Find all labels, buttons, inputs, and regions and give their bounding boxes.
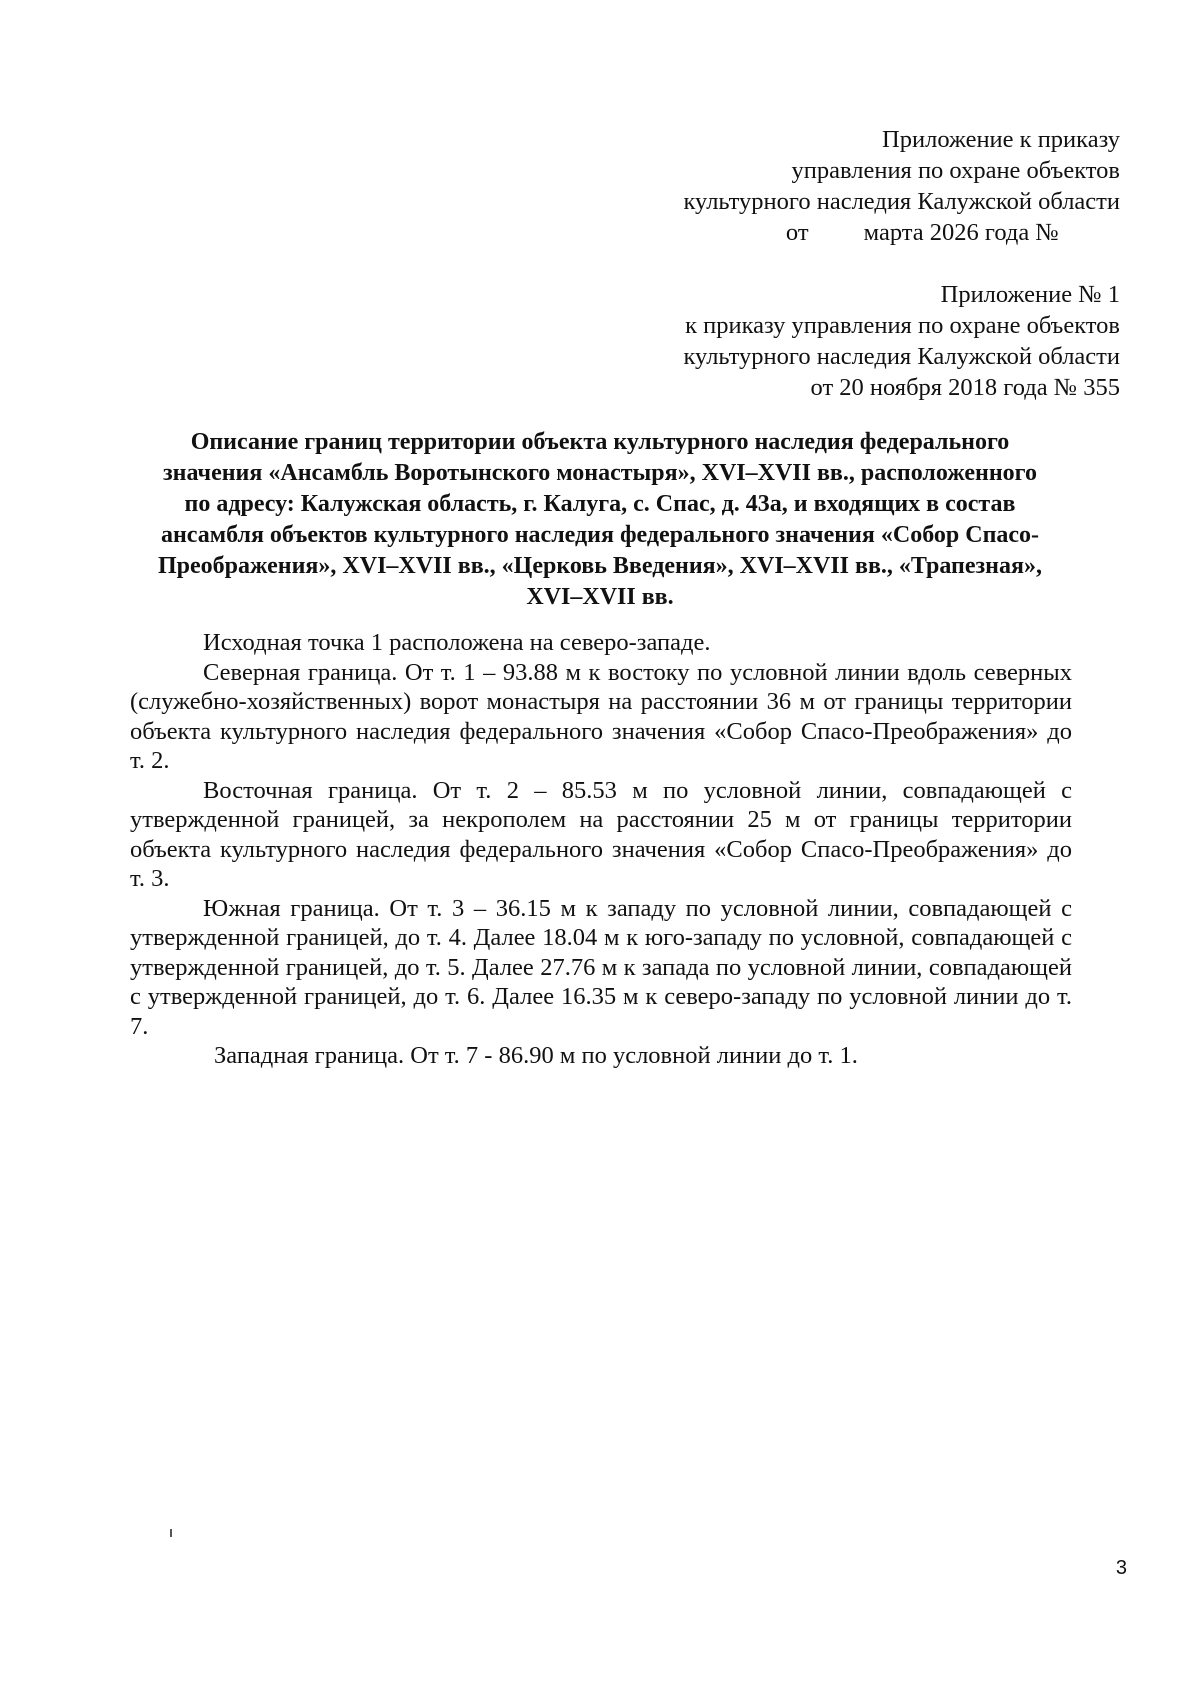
title-line: XVI–XVII вв. [526,584,674,610]
appendix-header-line: культурного наследия Калужской области [683,188,1120,215]
title-line: ансамбля объектов культурного наследия федерального значения «Собор Спасо- [160,522,1040,548]
appendix-header [683,124,1120,248]
original-appendix-line: Приложение № 1 [940,281,1120,308]
appendix-header-line: от марта 2026 года № [785,219,1120,246]
start-point-paragraph: Исходная точка 1 расположена на северо-западе. [203,629,711,656]
east-boundary-paragraph: Восточная граница. От т. 2 – 85.53 м по условной линии, совпадающей с утвержденной границей, за некрополем на расстоянии 25 м от границы территории объекта культурного наследия федерального значения «Собор Спасо-Преображения» до т. 3. [130,776,1072,892]
boundary-description [130,628,1072,1071]
title-line: Преображения», XVI–XVII вв., «Церковь Введения», XVI–XVII вв., «Трапезная», [158,553,1042,579]
title-line: значения «Ансамбль Воротынского монастыря», XVI–XVII вв., расположенного [163,460,1037,486]
appendix-header-line: управления по охране объектов [791,157,1120,184]
page-number: 3 [1115,1557,1127,1579]
appendix-header-line: Приложение к приказу [882,126,1120,153]
original-appendix-line: от 20 ноября 2018 года № 355 [810,374,1120,401]
title-line: по адресу: Калужская область, г. Калуга, с. Спас, д. 43а, и входящих в состав [184,491,1016,517]
original-appendix-line: культурного наследия Калужской области [683,343,1120,370]
north-boundary-paragraph: Северная граница. От т. 1 – 93.88 м к востоку по условной линии вдоль северных (служебно-хозяйственных) ворот монастыря на расстоянии 36 м от границы территории объекта культурного наследия федерального значения «Собор Спасо-Преображения» до т. 2. [130,658,1072,774]
original-appendix-line: к приказу управления по охране объектов [685,312,1120,339]
scan-speck [170,1529,172,1537]
west-boundary-paragraph: Западная граница. От т. 7 - 86.90 м по условной линии до т. 1. [214,1042,858,1069]
south-boundary-paragraph: Южная граница. От т. 3 – 36.15 м к западу по условной линии, совпадающей с утвержденной границей, до т. 4. Далее 18.04 м к юго-западу по условной, совпадающей с утвержденной границей, до т. 5. Далее 27.76 м к запада по условной линии, совпадающей с утвержденной границей, до т. 6. Далее 16.35 м к северо-западу по условной линии до т. 7. [130,894,1072,1040]
title-line: Описание границ территории объекта культурного наследия федерального [190,429,1010,455]
original-appendix-header [683,279,1120,403]
document-title [120,427,1080,613]
